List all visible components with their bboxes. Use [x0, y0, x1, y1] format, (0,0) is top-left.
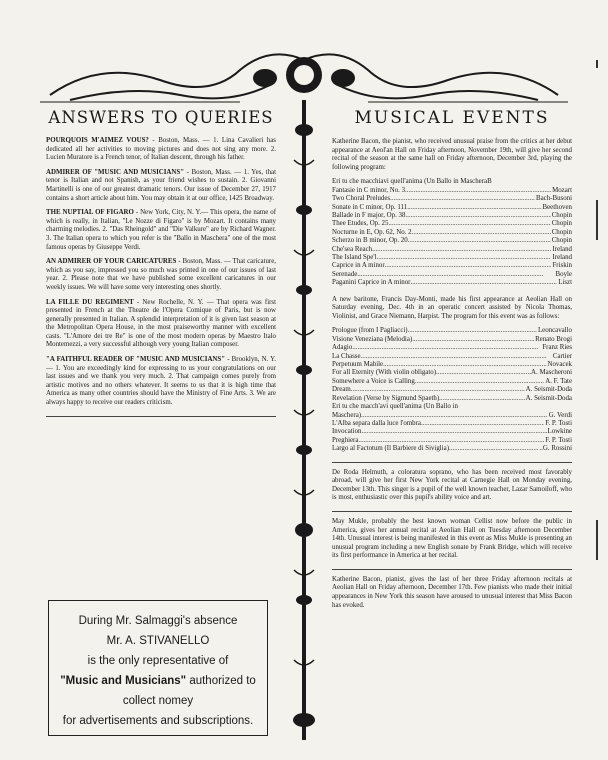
query-body: - Boston, Mass. — 1. Lina Cavalieri has dedicated all her activities to moving pictures and does not sing any more. 2. Lucien Muratore is a French tenor, of Italian descent, through his father.	[46, 137, 276, 162]
leader-dots	[408, 327, 537, 335]
program-piece: Paganini Caprice in A minor	[332, 279, 411, 287]
program-piece: Somewhere a Voice is Calling	[332, 377, 415, 385]
program-list	[332, 178, 572, 287]
leader-dots	[352, 344, 541, 352]
program-piece: Revelation (Verse by Sigmund Spaeth)	[332, 394, 440, 402]
program-piece: Scherzo in B minor, Op. 20	[332, 237, 408, 245]
program-item	[332, 212, 572, 220]
leader-dots	[383, 361, 546, 369]
program-composer: Franz Ries	[542, 344, 572, 352]
leader-dots	[361, 353, 552, 361]
program-item	[332, 437, 572, 445]
program-item	[332, 229, 572, 237]
query-1	[46, 137, 276, 163]
program-piece: Maschera)	[332, 411, 362, 419]
program-composer: F. P. Tosti	[545, 419, 572, 427]
program-composer: ..G. Rossini	[539, 445, 572, 453]
query-title: POURQUOIS M'AIMEZ VOUS?	[46, 137, 149, 144]
musical-events-column	[332, 108, 572, 616]
column-divider-ornament	[290, 100, 318, 740]
program-composer: Lowkine	[547, 428, 572, 436]
representative-notice-box	[48, 600, 268, 736]
query-body: - Boston, Mass. — 1. Yes, that tenor is Italian and not Spanish, as your friend wishes to sustain. 2. Giovanni Martinelli is one of our greatest dramatic tenors. Our issue of December 27, 1917 contains a short article about him. You may obtain it at our office, 1425 Broadway.	[46, 168, 276, 202]
leader-dots	[412, 336, 534, 344]
program-piece: Perpetuum Mabile	[332, 361, 384, 369]
program-composer: Chopin	[551, 228, 572, 236]
program-piece: Serenade	[332, 270, 358, 278]
leader-dots	[421, 420, 544, 428]
query-4	[46, 258, 276, 292]
program-piece: Thee Etudes, Op. 25	[332, 220, 389, 228]
program-item	[332, 445, 572, 453]
notice-text: authorized to collect nomey	[122, 675, 256, 707]
section-rule	[332, 569, 572, 570]
query-6	[46, 356, 276, 408]
leader-dots	[405, 212, 550, 220]
program-item	[332, 279, 572, 287]
program-composer: Mozart	[552, 186, 572, 194]
answers-column	[46, 108, 276, 417]
program-composer: Friskin	[552, 262, 572, 270]
program-composer: ..A. Mascheroni	[527, 369, 572, 377]
notice-line: Mr. A. STIVANELLO	[106, 635, 210, 647]
program-composer: A. Seismit-Doda	[525, 386, 572, 394]
leader-dots	[439, 395, 525, 403]
leader-dots	[410, 279, 557, 287]
program-composer: Chopin	[551, 220, 572, 228]
query-body: - New Rochelle, N. Y. — That opera was first presented in French at the Theatre de l'Opera Comique of Paris, but is now generally presented in Italian. A splendid interpretation of it is given last season at the Metropolitan Opera House, in the most praiseworthy manner with excellent casts. "L'Amore dei tre Re" is one of the most modern operas by Maestro Italo Montemezzi, a very successful although very young Italian composer.	[46, 298, 276, 349]
program-item	[332, 254, 572, 262]
program-item	[332, 378, 572, 386]
program-composer: F. P. Tosti	[545, 436, 572, 444]
program-item	[332, 204, 572, 212]
query-5	[46, 299, 276, 351]
program-piece: The Island Spe'l	[332, 254, 377, 262]
event-paragraph: May Mukle, probably the best known woman Cellist now before the public in America, gives her annual recital at Aeolian Hall on Tuesday afternoon December 14th. Unusual interest is being manifested in this event as Miss Mukle is presenting an unusual program including a new English sonate by Frank Bridge, which will receive its first performance in America at her recital.	[332, 517, 572, 560]
event-paragraph: A new baritone, Francis Day-Monti, made his first appearance at Aeolian Hall on Saturday evening, Dec. 4th in an operatic concert assisted by Nicola Thomas, Violinist, and Grace Niemann, Harpist. The program for this event was as follows:	[332, 295, 572, 320]
leader-dots	[385, 262, 552, 270]
query-title: THE NUPTIAL OF FIGARO	[46, 209, 134, 217]
program-piece: For all Eternity (With violin obligato)	[332, 369, 437, 377]
program-item	[332, 395, 572, 403]
program-piece: Sonate in C minor, Op. 111	[332, 203, 408, 211]
query-body: - New York, City, N. Y.— This opera, the name of which is really, in Italian, "Le Nozze di Figaro" is by Mozart. It contains many charming melodies. 2. "Das Rheingold" and "Die Valkure" are by Richard Wagner. 3. The Italian opera to which you refer is the "Ballo in Maschera" one of the most famous operas by Giuseppe Verdi.	[46, 209, 276, 251]
program-piece: Eri tu che macchiavi quell'anima (Un Ballo in MascheraB	[332, 178, 492, 186]
program-piece: La Chasse	[332, 352, 361, 360]
edge-mark	[596, 520, 598, 560]
leader-dots	[377, 254, 552, 262]
section-rule	[46, 416, 276, 417]
query-title: LA FILLE DU REGIMENT	[46, 298, 134, 306]
program-piece: Caprice in A minor	[332, 262, 385, 270]
event-paragraph: Katherine Bacon, pianist, gives the last of her three Friday afternoon recitals at Aeolian Hall on Friday afternoon, December 17th. Few pianists who made their initial appearances in New York this season have aroused to unusual interest that Miss Bacon has evoked.	[332, 575, 572, 609]
program-composer: Renato Brogi	[535, 335, 572, 343]
edge-mark	[596, 200, 598, 240]
notice-line	[57, 671, 259, 711]
program-piece: Fantasie in C minor, No. 3	[332, 186, 406, 194]
query-body: - Boston, Mass. — That caricature, which as you say, impressed you so much was printed in one of our issues of last year. 2. Please note that we have published some excellent caricatures in our weekly issues. We will have some very interesting ones shortly.	[46, 258, 276, 291]
program-piece: L'Alba separa dalla luce l'ombra	[332, 419, 421, 427]
program-composer: Beethoven	[542, 203, 572, 211]
query-3	[46, 209, 276, 252]
event-paragraph: De Roda Helmuth, a coloratura soprano, who has been received most favorably abroad, will give her first New York recital at Carnegie Hall on Monday evening, December 13th. This singer is a pupil of the well known teacher, Lazar Samoiloff, who is most, enthusiastic over this pupil's ability voice and art.	[332, 468, 572, 502]
program-item	[332, 353, 572, 361]
notice-line: During Mr. Salmaggi's absence	[78, 615, 238, 627]
program-item	[332, 327, 572, 335]
program-item	[332, 220, 572, 228]
program-piece: Ballade in F major, Op. 38	[332, 212, 406, 219]
program-item	[332, 369, 572, 377]
program-piece: Two Choral Preludes	[332, 195, 391, 203]
leader-dots	[390, 195, 535, 203]
program-composer: Novacek	[547, 361, 572, 369]
query-2	[46, 169, 276, 203]
program-piece: Preghiera	[332, 436, 359, 444]
leader-dots	[415, 378, 544, 386]
query-title: "A FAITHFUL READER OF "MUSIC AND MUSICIANS"	[46, 356, 226, 364]
answers-heading: ANSWERS TO QUERIES	[48, 108, 274, 127]
program-piece: Invocation	[332, 428, 362, 436]
leader-dots	[361, 428, 546, 436]
program-item	[332, 246, 572, 254]
program-item	[332, 187, 572, 195]
event-paragraph: Katherine Bacon, the pianist, who received unusual praise from the critics at her debut appearance at Aeol'an Hall on Friday afternoon, November 19th, will give her second recital of the season at the same hall on Friday afternoon, December 3rd, playing the following program:	[332, 138, 572, 171]
program-item	[332, 420, 572, 428]
leader-dots	[357, 271, 554, 279]
program-item	[332, 428, 572, 436]
program-composer: G. Verdi	[548, 411, 572, 419]
edge-mark	[596, 60, 598, 68]
program-composer: Liszt	[558, 279, 572, 287]
program-composer: Chopin	[551, 212, 572, 219]
program-composer: Leoncavallo	[537, 327, 572, 335]
notice-line: for advertisements and subscriptions.	[62, 715, 254, 727]
program-piece: Dream	[332, 386, 351, 394]
leader-dots	[388, 220, 550, 228]
program-item	[332, 336, 572, 344]
leader-dots	[372, 246, 551, 254]
program-piece: Visione Veneziana (Melodia)	[332, 335, 413, 343]
query-title: ADMIRER OF "MUSIC AND MUSICIANS"	[46, 168, 185, 176]
leader-dots	[436, 369, 527, 377]
program-piece: Nocturne in E, Op. 62, No. 2	[332, 228, 412, 236]
program-composer: Ireland	[552, 254, 572, 262]
program-item	[332, 386, 572, 394]
program-item	[332, 361, 572, 369]
program-item	[332, 271, 572, 279]
leader-dots	[405, 187, 551, 195]
program-item	[332, 412, 572, 420]
query-body: - Brooklyn, N. Y. — 1. You are exceedingly kind for expressing to us your congratulations on our last issues and we thank you very much. 2. That campaign comes purely from artistic motives and no others whatever. It seems to us that it is high time that America as many other countries should have the Ministry of Fine Arts. 3. We are always happy to receive our readers criticism.	[46, 356, 276, 407]
program-composer: Chopin	[551, 237, 572, 245]
leader-dots	[358, 437, 544, 445]
notice-line: is the only representative of	[87, 655, 229, 667]
leader-dots	[351, 386, 525, 394]
leader-dots	[407, 204, 541, 212]
program-piece: Prologue (from I Pagliacci)	[332, 327, 408, 335]
program-composer: Cartier	[552, 352, 572, 360]
program-piece: Che'sea Reach	[332, 245, 373, 253]
program-item	[332, 262, 572, 270]
query-title: AN ADMIRER OF YOUR CARICATURES	[46, 258, 177, 266]
section-rule	[332, 511, 572, 512]
program-composer: Boyle	[555, 270, 572, 278]
program-list	[332, 327, 572, 453]
leader-dots	[449, 445, 538, 453]
program-item	[332, 178, 572, 186]
program-composer: Ireland	[552, 245, 572, 253]
section-rule	[332, 462, 572, 463]
program-piece: Largo al Factotum (Il Barbiere di Siviglia)	[332, 445, 449, 453]
program-item	[332, 195, 572, 203]
program-composer: Bach-Busoni	[536, 195, 572, 203]
program-composer: A. Seismit-Doda	[525, 394, 572, 402]
leader-dots	[412, 229, 551, 237]
program-item	[332, 403, 572, 411]
program-item	[332, 237, 572, 245]
program-item	[332, 344, 572, 352]
program-piece: Eri tu che macch'avi quell'anima (Un Ballo in	[332, 403, 458, 411]
musical-events-heading: MUSICAL EVENTS	[354, 108, 550, 128]
leader-dots	[361, 412, 548, 420]
program-piece: Adagio	[332, 344, 353, 352]
notice-emphasis: "Music and Musicians"	[60, 675, 187, 687]
leader-dots	[408, 237, 551, 245]
program-composer: A. F. Tate	[545, 377, 572, 385]
